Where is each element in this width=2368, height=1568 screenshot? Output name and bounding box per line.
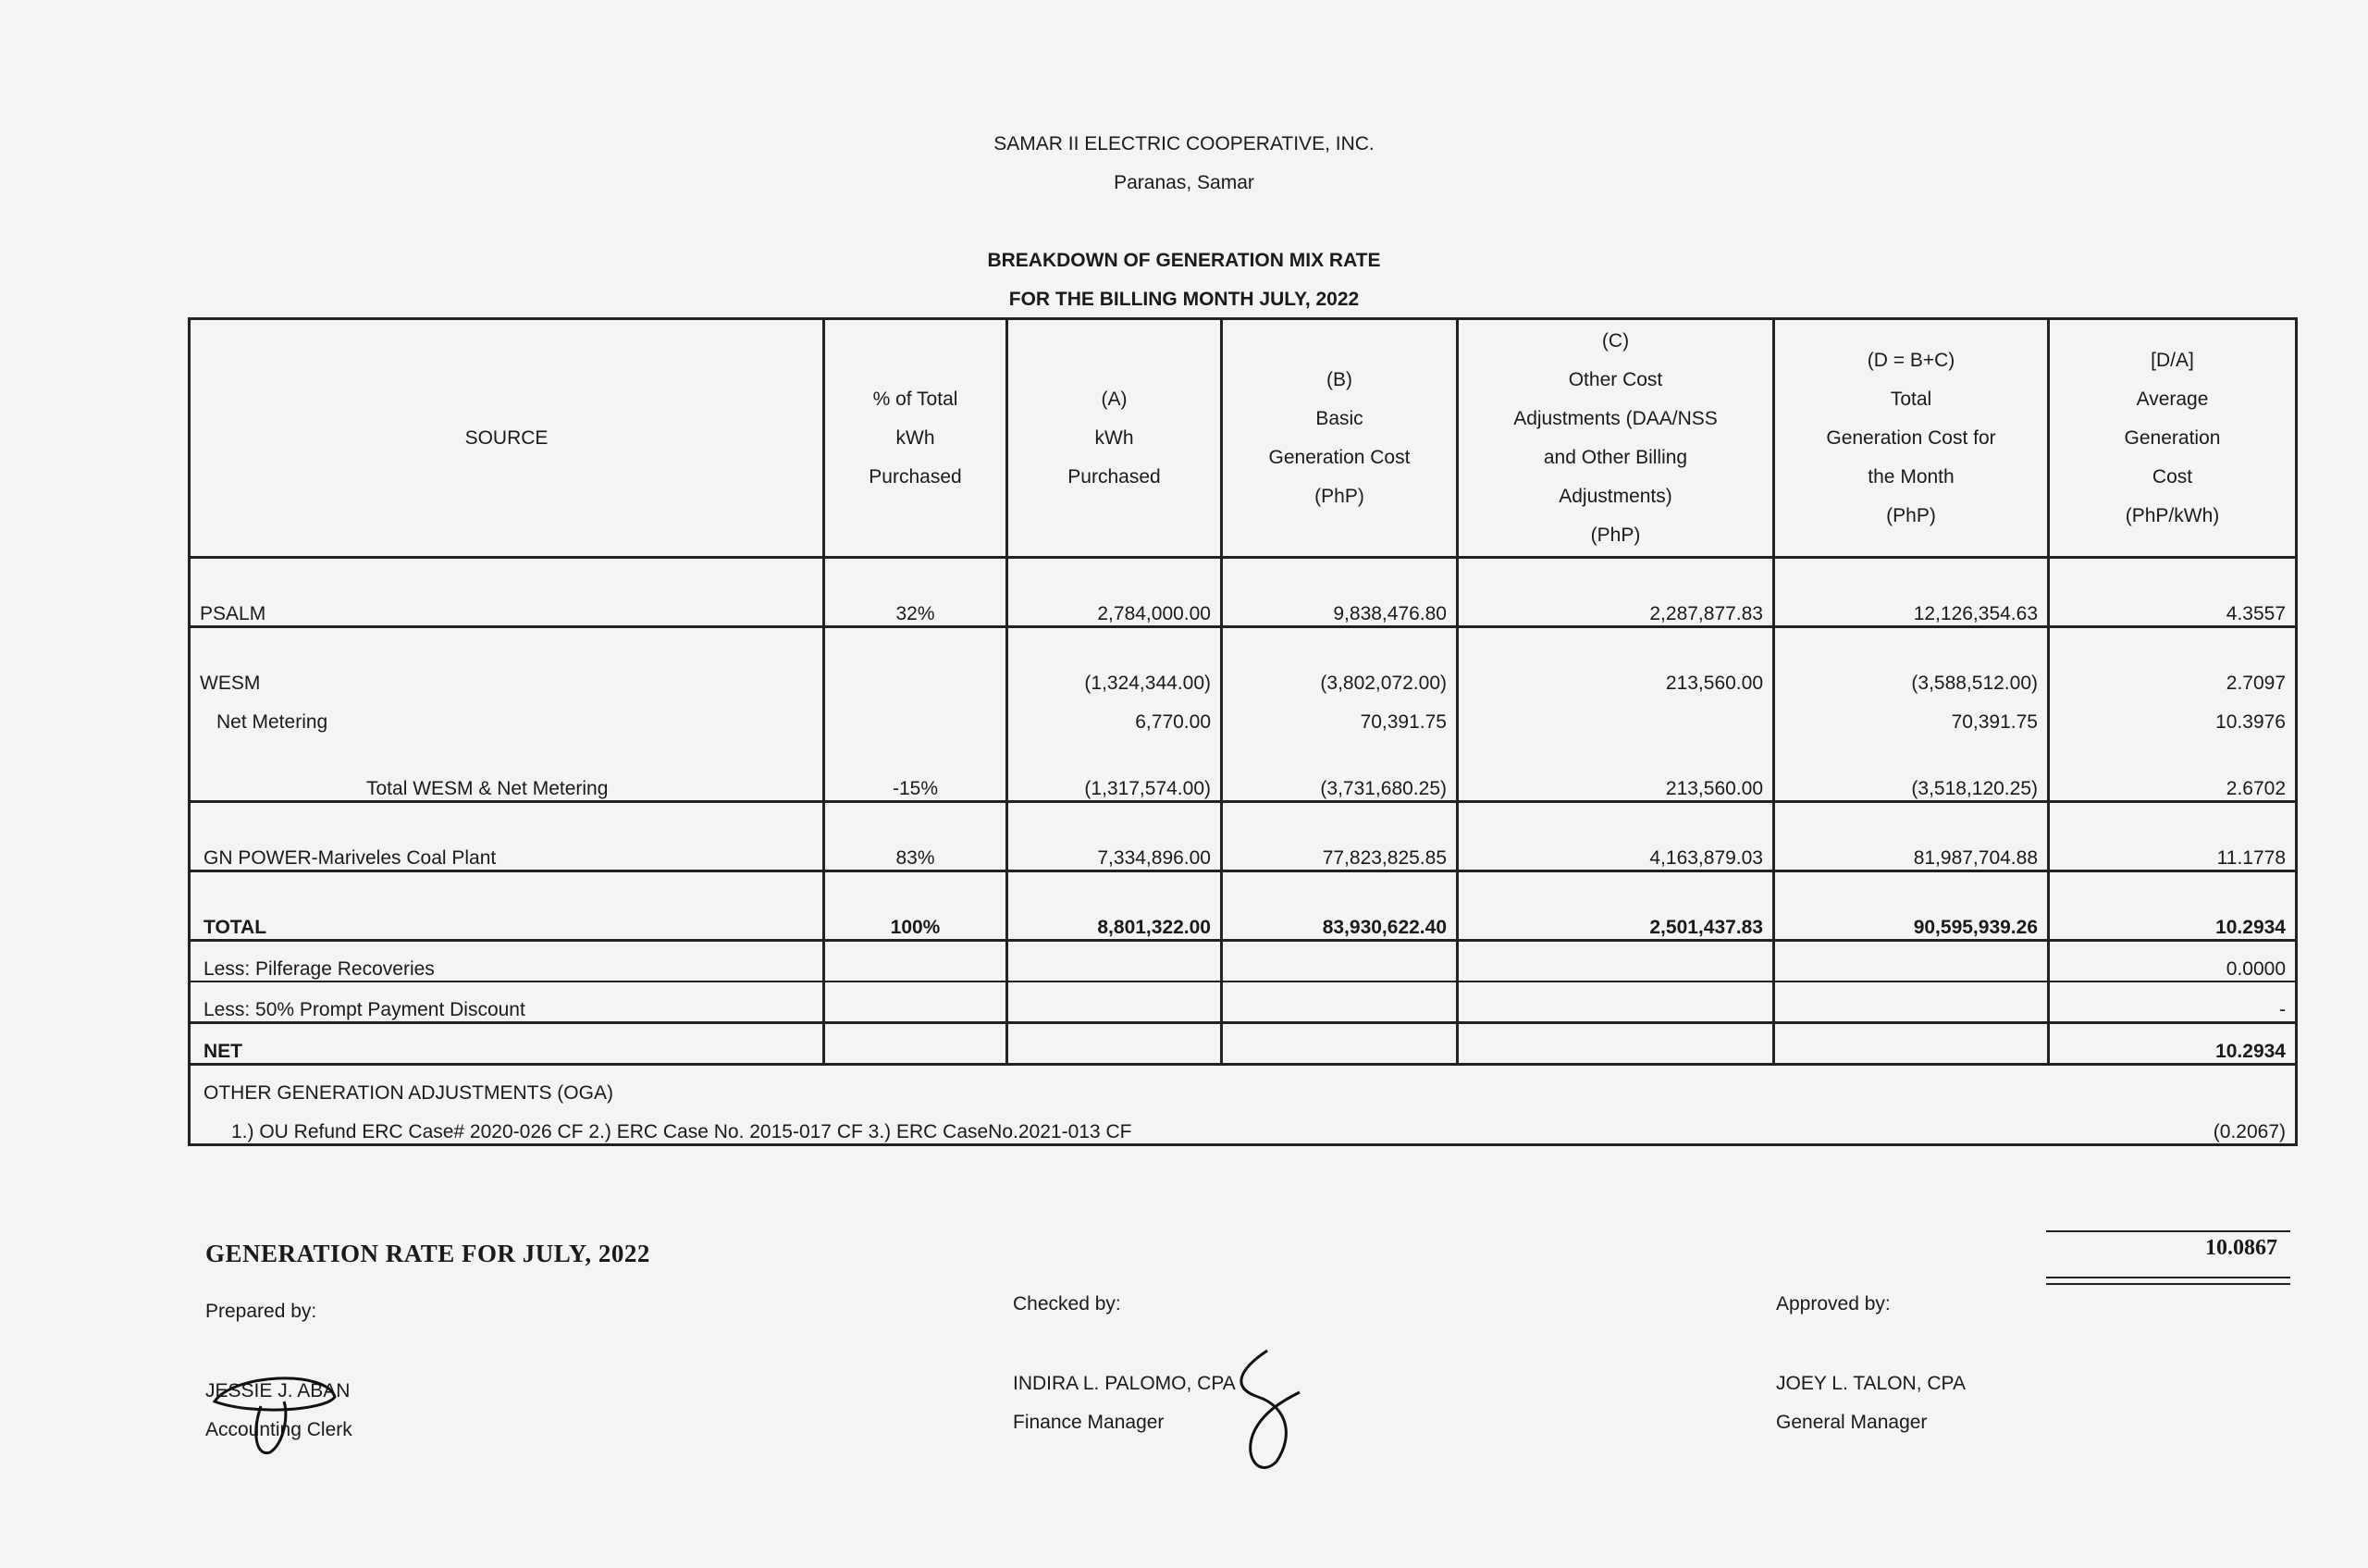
signature-checked bbox=[1212, 1341, 1314, 1480]
table-spacer bbox=[190, 558, 2297, 587]
table-row-total-wesm: Total WESM & Net Metering -15% (1,317,574.00) (3,731,680.25) 213,560.00 (3,518,120.25) 2.6702 bbox=[190, 761, 2297, 802]
table-spacer bbox=[190, 802, 2297, 832]
rule-double-2 bbox=[2046, 1283, 2290, 1285]
table-row-net-metering: Net Metering 6,770.00 70,391.75 70,391.75 10.3976 bbox=[190, 695, 2297, 734]
table-row-total: TOTAL 100% 8,801,322.00 83,930,622.40 2,501,437.83 90,595,939.26 10.2934 bbox=[190, 900, 2297, 941]
table-row-net: NET 10.2934 bbox=[190, 1023, 2297, 1065]
prepared-by-position: Accounting Clerk bbox=[205, 1419, 352, 1440]
table-spacer bbox=[190, 871, 2297, 901]
table-row-oga-detail: 1.) OU Refund ERC Case# 2020-026 CF 2.) ERC Case No. 2015-017 CF 3.) ERC CaseNo.2021-013 CF (0.2067) bbox=[190, 1105, 2297, 1145]
generation-rate-value: 10.0867 bbox=[2205, 1236, 2277, 1260]
checked-by-heading: Checked by: bbox=[1013, 1293, 1121, 1315]
table-row-gn-power: GN POWER-Mariveles Coal Plant 83% 7,334,896.00 77,823,825.85 4,163,879.03 81,987,704.88 11.1778 bbox=[190, 831, 2297, 871]
col-header-kwh: (A) kWh Purchased bbox=[1007, 319, 1222, 558]
rule-top bbox=[2046, 1230, 2290, 1232]
table-row-wesm: WESM (1,324,344.00) (3,802,072.00) 213,560.00 (3,588,512.00) 2.7097 bbox=[190, 656, 2297, 695]
company-name: SAMAR II ELECTRIC COOPERATIVE, INC. bbox=[993, 133, 1375, 154]
table-row-psalm: PSALM 32% 2,784,000.00 9,838,476.80 2,287,877.83 12,126,354.63 4.3557 bbox=[190, 586, 2297, 627]
signature-prepared bbox=[196, 1360, 344, 1462]
generation-rate-label: GENERATION RATE FOR JULY, 2022 bbox=[205, 1240, 650, 1267]
table-spacer bbox=[190, 734, 2297, 761]
table-row-pilferage: Less: Pilferage Recoveries 0.0000 bbox=[190, 941, 2297, 982]
table-header-row bbox=[190, 319, 2297, 558]
table-row-prompt-discount: Less: 50% Prompt Payment Discount - bbox=[190, 982, 2297, 1023]
col-header-total-cost: (D = B+C) Total Generation Cost for the Month (PhP) bbox=[1774, 319, 2049, 558]
approved-by-name: JOEY L. TALON, CPA bbox=[1776, 1373, 1967, 1394]
company-address: Paranas, Samar bbox=[1114, 172, 1254, 193]
col-header-average-cost: [D/A] Average Generation Cost (PhP/kWh) bbox=[2049, 319, 2297, 558]
approved-by-position: General Manager bbox=[1776, 1412, 1928, 1433]
prepared-by-heading: Prepared by: bbox=[205, 1301, 317, 1322]
col-header-source: SOURCE bbox=[190, 319, 824, 558]
col-header-basic-cost: (B) Basic Generation Cost (PhP) bbox=[1222, 319, 1458, 558]
generation-mix-table bbox=[188, 317, 2298, 1146]
report-title: BREAKDOWN OF GENERATION MIX RATE bbox=[987, 250, 1381, 271]
prepared-by-name: JESSIE J. ABAN bbox=[205, 1380, 351, 1401]
table-row-oga-label: OTHER GENERATION ADJUSTMENTS (OGA) bbox=[190, 1065, 2297, 1105]
checked-by-name: INDIRA L. PALOMO, CPA bbox=[1013, 1373, 1236, 1394]
approved-by-heading: Approved by: bbox=[1776, 1293, 1891, 1315]
col-header-pct: % of Total kWh Purchased bbox=[824, 319, 1007, 558]
report-subtitle: FOR THE BILLING MONTH JULY, 2022 bbox=[1008, 289, 1360, 310]
table-spacer bbox=[190, 627, 2297, 657]
col-header-other-cost: (C) Other Cost Adjustments (DAA/NSS and Other Billing Adjustments) (PhP) bbox=[1458, 319, 1774, 558]
checked-by-position: Finance Manager bbox=[1013, 1412, 1165, 1433]
rule-double-1 bbox=[2046, 1277, 2290, 1278]
